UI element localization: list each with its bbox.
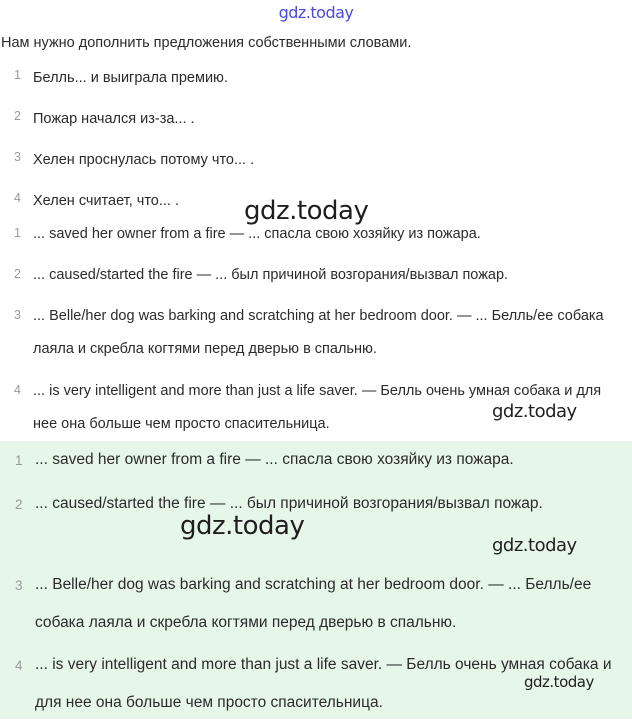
item-text: ... caused/started the fire — ... был причиной возгорания/вызвал пожар. (33, 267, 509, 283)
item-number: 3 (14, 308, 21, 322)
item-text: ... is very intelligent and more than just a life saver. — Белль очень умная собака и для нее она больше чем просто спасительница. (35, 656, 612, 711)
item-text: Белль... и выиграла премию. (33, 70, 228, 86)
item-number: 4 (14, 383, 21, 397)
item-number: 1 (14, 68, 21, 82)
watermark: gdz.today (244, 196, 369, 226)
site-logo[interactable]: gdz.today (278, 3, 354, 22)
item-number: 3 (14, 150, 21, 164)
item-number: 3 (15, 578, 23, 593)
watermark: gdz.today (180, 511, 305, 541)
watermark: gdz.today (492, 535, 577, 556)
item-text: Пожар начался из-за... . (33, 111, 195, 127)
item-text: ... is very intelligent and more than just a life saver. — Белль очень умная собака и для нее она больше чем просто спасительница. (33, 383, 602, 432)
item-text: Хелен проснулась потому что... . (33, 152, 255, 168)
task-intro: Нам нужно дополнить предложения собственными словами. (1, 35, 412, 51)
item-text: ... Belle/her dog was barking and scratching at her bedroom door. — ... Белль/ее собака лаяла и скребла когтями перед дверью в спальню. (35, 576, 592, 631)
item-text: ... saved her owner from a fire — ... спасла свою хозяйку из пожара. (33, 226, 481, 242)
item-number: 2 (14, 267, 21, 281)
item-text: ... caused/started the fire — ... был причиной возгорания/вызвал пожар. (35, 495, 543, 512)
item-number: 2 (14, 109, 21, 123)
item-number: 1 (14, 226, 21, 240)
item-text: ... saved her owner from a fire — ... спасла свою хозяйку из пожара. (35, 451, 514, 468)
item-number: 1 (15, 453, 23, 468)
item-text: Хелен считает, что... . (33, 193, 180, 209)
watermark: gdz.today (492, 401, 577, 422)
item-number: 2 (15, 497, 23, 512)
watermark: gdz.today (524, 673, 594, 691)
item-number: 4 (14, 191, 21, 205)
item-number: 4 (15, 658, 23, 673)
item-text: ... Belle/her dog was barking and scratching at her bedroom door. — ... Белль/ее собака лаяла и скребла когтями перед дверью в спальню. (33, 308, 604, 357)
